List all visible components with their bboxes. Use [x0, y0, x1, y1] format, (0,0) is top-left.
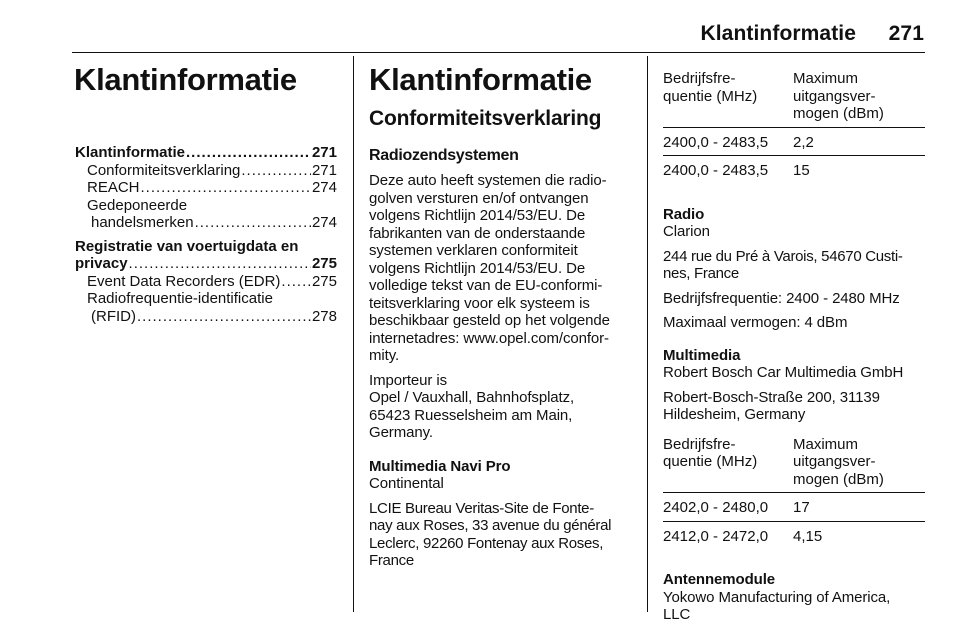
radio-power: Maximaal vermogen: 4 dBm: [663, 314, 848, 331]
multimedia-manufacturer: Robert Bosch Car Multimedia GmbH: [663, 364, 904, 381]
table-row: 2412,0 - 2472,0 4,15: [663, 527, 823, 545]
radio-frequency: Bedrijfsfrequentie: 2400 - 2480 MHz: [663, 289, 900, 307]
radio-heading: Radio: [663, 205, 705, 223]
toc-entry[interactable]: privacy ..... 275: [75, 255, 337, 273]
column-divider-left: [353, 56, 354, 612]
antenna-heading: Antennemodule: [663, 571, 776, 588]
toc-entry[interactable]: handelsmerken ..... 274: [75, 214, 337, 232]
running-header: [224, 22, 924, 46]
radio-manufacturer: Clarion: [663, 223, 710, 240]
table-row: 2400,0 - 2483,5 15: [663, 162, 810, 179]
header-rule: [72, 52, 925, 53]
frequency-table-1: [663, 70, 925, 180]
chapter-title: Klantinformatie: [74, 62, 297, 97]
toc-entry[interactable]: (RFID) ..... 278: [75, 308, 337, 326]
table-of-contents: [75, 144, 337, 325]
toc-entry[interactable]: Radiofrequentie-identificatie: [87, 290, 273, 307]
running-header-title: Klantinformatie: [700, 22, 856, 45]
subsection-title: Conformiteitsverklaring: [369, 107, 602, 130]
navi-heading: Multimedia Navi Pro: [369, 457, 511, 475]
toc-entry[interactable]: Event Data Recorders (EDR) ..... 275: [75, 273, 337, 291]
page-number: 271: [888, 22, 924, 45]
column-divider-right: [647, 56, 648, 612]
toc-entry[interactable]: Klantinformatie ..... 271: [75, 144, 337, 162]
table-row: 2400,0 - 2483,5 2,2: [663, 133, 814, 151]
multimedia-heading: Multimedia: [663, 346, 741, 364]
antenna-manufacturer: Yokowo Manufacturing of America, LLC: [663, 588, 891, 623]
radio-address: 244 rue du Pré à Varois, 54670 Custi- nes, France: [663, 247, 903, 282]
toc-entry[interactable]: REACH ..... 274: [75, 179, 337, 197]
table-header-row: Bedrijfsfre- quentie (MHz) Maximum uitgangsver- mogen (dBm): [663, 435, 884, 488]
toc-entry[interactable]: Conformiteitsverklaring ..... 271: [75, 162, 337, 180]
multimedia-address: Robert-Bosch-Straße 200, 31139 Hildesheim, Germany: [663, 388, 880, 423]
navi-address: LCIE Bureau Veritas-Site de Fonte- nay aux Roses, 33 avenue du général Leclerc, 92260 Fontenay aux Roses, France: [369, 499, 612, 569]
table-header-row: Bedrijfsfre- quentie (MHz) Maximum uitgangsver- mogen (dBm): [663, 70, 884, 122]
conformity-paragraph: Deze auto heeft systemen die radio- golven versturen en/of ontvangen volgens Richtlijn 2014/53/EU. De fabrikanten van de onderstaande systemen verklaren conformiteit volgens Richtlijn 2014/53/EU. De volledige tekst van de EU-conformi- teitsverklaring voor elk systeem is beschikbaar gesteld op het volgende internetadres: www.opel.com/confor- mity.: [369, 172, 610, 364]
radio-systems-heading: Radiozendsystemen: [369, 147, 519, 164]
middle-column: [369, 62, 635, 570]
toc-entry[interactable]: Gedeponeerde: [87, 196, 188, 214]
navi-manufacturer: Continental: [369, 475, 444, 492]
importer-paragraph: Importeur is Opel / Vauxhall, Bahnhofsplatz, 65423 Ruesselsheim am Main, Germany.: [369, 371, 575, 441]
table-row: 2402,0 - 2480,0 17: [663, 499, 810, 516]
right-column: [663, 70, 933, 624]
toc-entry[interactable]: Registratie van voertuigdata en: [75, 237, 299, 255]
frequency-table-2: [663, 436, 925, 546]
section-title: Klantinformatie: [369, 62, 592, 97]
